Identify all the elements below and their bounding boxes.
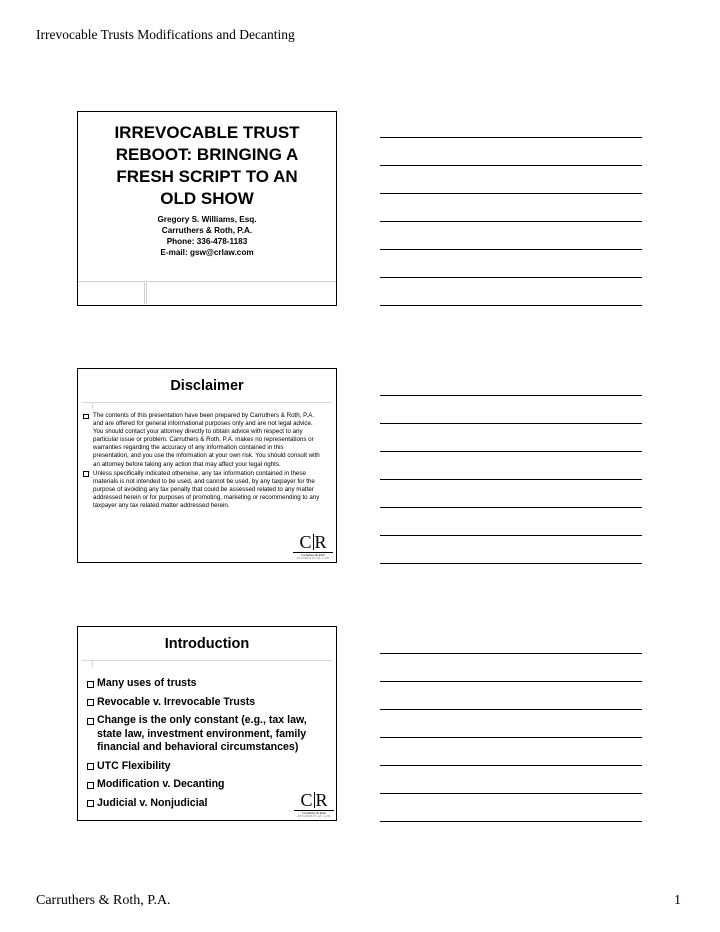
notes-line <box>380 479 642 480</box>
firm-logo <box>291 533 335 560</box>
list-item-text: The contents of this presentation have been prepared by Carruthers & Roth, P.A. and are offered for general informational purposes only and are not legal advice. You should contact your attorney directly to obtain advice with respect to any particular issue or problem. Carruthers & Roth, P.A. makes no representations or warranties regarding the accuracy of any information contained in this presentation, and you use the information at your own risk. You should consult with an attorney before taking any action that may affect your legal rights. <box>93 412 320 468</box>
list-item-text: Unless specifically indicated otherwise, any tax information contained in these materials is not intended to be used, and cannot be used, by any taxpayer for the purpose of avoiding any tax penalty that could be assessed related to any matter addressed herein or for purposes of promoting, marketing or recommending to any taxpayer any tax related matter addressed herein. <box>93 469 320 510</box>
checkbox-bullet-icon <box>87 681 94 688</box>
title-line: REBOOT: BRINGING A <box>115 145 299 164</box>
notes-line <box>380 193 642 194</box>
notes-line <box>380 249 642 250</box>
list-item-text: Many uses of trusts <box>97 677 197 689</box>
slide-footer-box-right <box>146 281 336 304</box>
list-item-text: Modification v. Decanting <box>97 778 225 790</box>
checkbox-bullet-icon <box>87 718 94 725</box>
notes-line <box>380 681 642 682</box>
list-item-text: Change is the only constant (e.g., tax law, state law, investment environment, family financial and behavioral circumstances) <box>97 714 307 753</box>
notes-line <box>380 653 642 654</box>
notes-line <box>380 765 642 766</box>
checkbox-bullet-icon <box>87 699 94 706</box>
firm-logo <box>292 791 336 818</box>
logo-letter-c: C <box>299 532 312 552</box>
list-item-text: Judicial v. Nonjudicial <box>97 796 208 809</box>
checkbox-bullet-icon <box>83 414 89 420</box>
logo-tagline: ATTORNEYS AT LAW <box>296 557 330 560</box>
title-divider <box>82 402 332 403</box>
slide-title <box>86 122 328 210</box>
title-line: IRREVOCABLE TRUST <box>114 123 300 142</box>
notes-line <box>380 221 642 222</box>
notes-line <box>380 395 642 396</box>
title-divider-tick <box>92 402 93 409</box>
slide-footer-box-left <box>78 281 145 304</box>
checkbox-bullet-icon <box>87 763 94 770</box>
notes-line <box>380 793 642 794</box>
slide-title: Disclaimer <box>170 378 244 394</box>
title-line: FRESH SCRIPT TO AN <box>116 167 298 186</box>
notes-line <box>380 137 642 138</box>
checkbox-bullet-icon <box>83 471 89 477</box>
page-number: 1 <box>674 893 681 908</box>
title-divider <box>82 660 332 661</box>
logo-letter-c: C <box>300 790 313 810</box>
logo-subtitle: Carruthers & Roth <box>293 552 333 557</box>
presenter-email: E-mail: gsw@crlaw.com <box>160 248 254 257</box>
slide-disclaimer <box>77 368 337 563</box>
presenter-phone: Phone: 336-478-1183 <box>166 237 248 246</box>
logo-tagline: ATTORNEYS AT LAW <box>297 815 331 818</box>
notes-line <box>380 737 642 738</box>
list-item <box>87 696 330 710</box>
logo-letter-r: R <box>314 532 327 552</box>
notes-line <box>380 451 642 452</box>
title-line: OLD SHOW <box>160 189 254 208</box>
logo-divider <box>313 534 314 550</box>
list-item <box>87 677 330 691</box>
checkbox-bullet-icon <box>87 782 94 789</box>
logo-subtitle: Carruthers & Roth <box>294 810 334 815</box>
notes-line <box>380 305 642 306</box>
page-header-title: Irrevocable Trusts Modifications and Decanting <box>36 27 295 42</box>
disclaimer-list <box>83 412 320 511</box>
presenter-info <box>86 214 328 258</box>
logo-divider <box>314 792 315 808</box>
list-item-text: UTC Flexibility <box>97 759 171 772</box>
title-divider-tick <box>92 660 93 667</box>
logo-letter-r: R <box>315 790 328 810</box>
list-item <box>87 714 330 755</box>
notes-line <box>380 535 642 536</box>
notes-line <box>380 165 642 166</box>
list-item <box>87 778 330 792</box>
slide-title-page <box>77 111 337 306</box>
notes-line <box>380 423 642 424</box>
slide-title: Introduction <box>164 636 250 652</box>
notes-line <box>380 277 642 278</box>
notes-line <box>380 821 642 822</box>
list-item <box>87 760 330 774</box>
slide-introduction <box>77 626 337 821</box>
list-item-text: Revocable v. Irrevocable Trusts <box>97 695 256 708</box>
presenter-name: Gregory S. Williams, Esq. <box>157 215 257 224</box>
notes-line <box>380 709 642 710</box>
checkbox-bullet-icon <box>87 800 94 807</box>
presenter-firm: Carruthers & Roth, P.A. <box>161 226 253 235</box>
list-item <box>83 412 320 469</box>
notes-line <box>380 507 642 508</box>
list-item <box>83 470 320 510</box>
page-footer-firm: Carruthers & Roth, P.A. <box>36 893 171 908</box>
notes-line <box>380 563 642 564</box>
